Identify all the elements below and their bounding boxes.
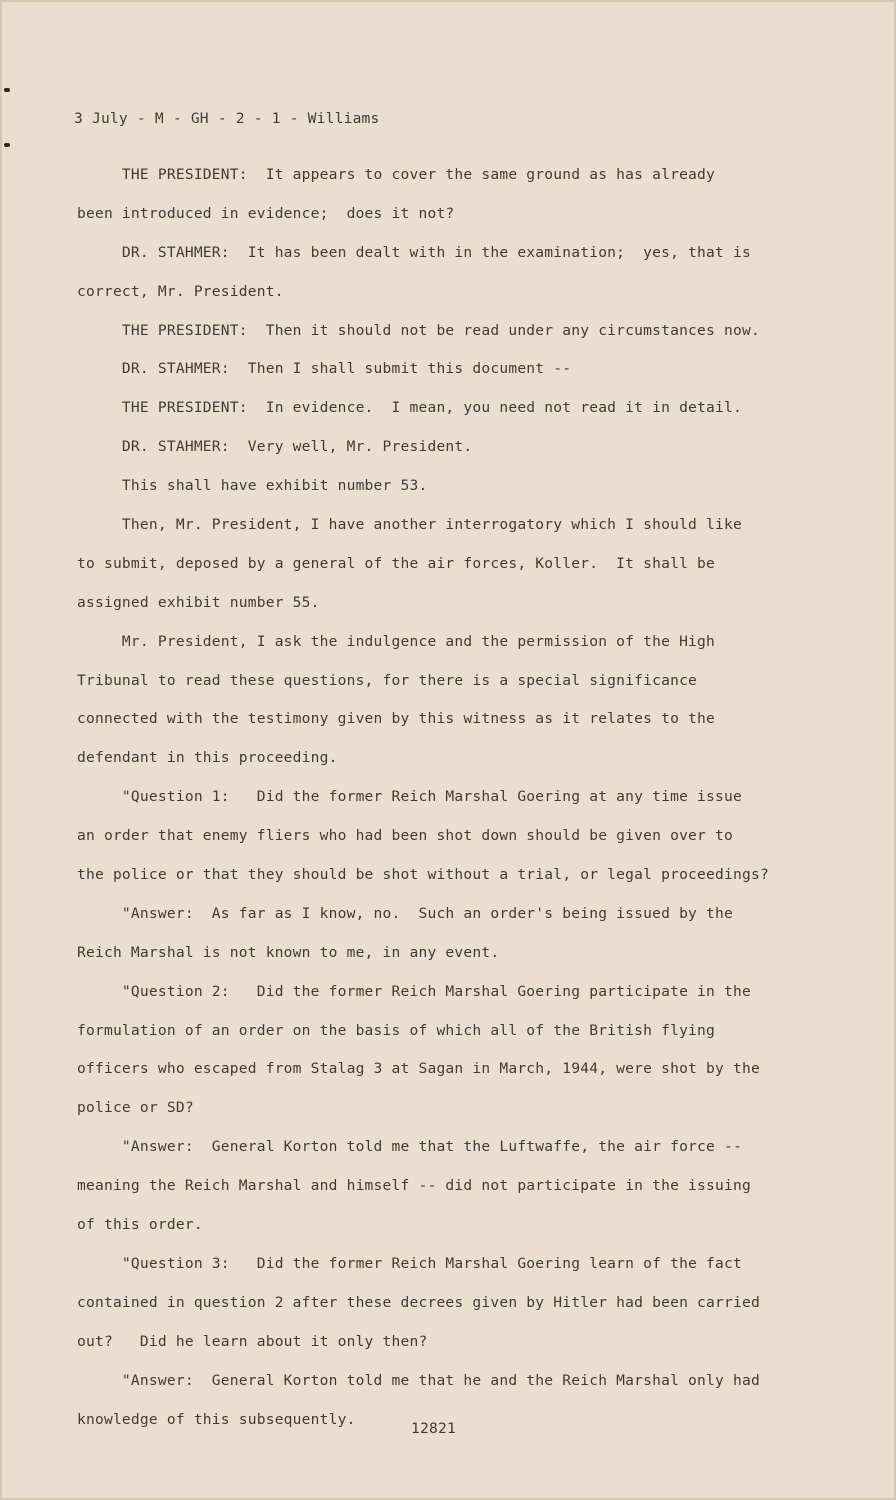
text-line: knowledge of this subsequently. bbox=[77, 1410, 356, 1428]
text-line: "Question 2: Did the former Reich Marshal Goering participate in the bbox=[77, 982, 751, 1000]
text-line: assigned exhibit number 55. bbox=[77, 593, 320, 611]
text-line: "Question 3: Did the former Reich Marshal Goering learn of the fact bbox=[77, 1254, 742, 1272]
text-line: meaning the Reich Marshal and himself -- did not participate in the issuing bbox=[77, 1177, 751, 1195]
text-line: THE PRESIDENT: It appears to cover the same ground as has already bbox=[77, 166, 716, 183]
text-line: the police or that they should be shot without a trial, or legal proceedings? bbox=[77, 866, 769, 884]
text-line: "Answer: General Korton told me that the Luftwaffe, the air force -- bbox=[77, 1138, 742, 1156]
text-line: "Answer: As far as I know, no. Such an order's being issued by the bbox=[77, 904, 733, 922]
page-header: 3 July - M - GH - 2 - 1 - Williams bbox=[74, 110, 380, 127]
text-line: an order that enemy fliers who had been shot down should be given over to bbox=[77, 827, 733, 845]
text-line: of this order. bbox=[77, 1216, 203, 1234]
text-line: police or SD? bbox=[77, 1099, 194, 1117]
text-line: "Answer: General Korton told me that he and the Reich Marshal only had bbox=[77, 1371, 760, 1389]
text-line: Tribunal to read these questions, for there is a special significance bbox=[77, 671, 698, 689]
text-line: correct, Mr. President. bbox=[77, 282, 284, 300]
text-line: Reich Marshal is not known to me, in any event. bbox=[77, 943, 500, 961]
text-line: THE PRESIDENT: In evidence. I mean, you need not read it in detail. bbox=[77, 399, 742, 417]
text-line: THE PRESIDENT: Then it should not be read under any circumstances now. bbox=[77, 321, 760, 339]
text-line: Then, Mr. President, I have another interrogatory which I should like bbox=[77, 516, 742, 534]
text-line: "Question 1: Did the former Reich Marshal Goering at any time issue bbox=[77, 788, 742, 806]
text-line: DR. STAHMER: Very well, Mr. President. bbox=[77, 438, 473, 456]
text-line: contained in question 2 after these decrees given by Hitler had been carried bbox=[77, 1293, 760, 1311]
text-line: DR. STAHMER: Then I shall submit this document -- bbox=[77, 360, 572, 378]
text-line: This shall have exhibit number 53. bbox=[77, 477, 428, 495]
text-line: connected with the testimony given by this witness as it relates to the bbox=[77, 710, 716, 728]
text-line: formulation of an order on the basis of which all of the British flying bbox=[77, 1021, 716, 1039]
punch-mark bbox=[4, 143, 10, 147]
punch-mark bbox=[4, 88, 10, 92]
text-line: out? Did he learn about it only then? bbox=[77, 1332, 428, 1350]
text-line: to submit, deposed by a general of the air forces, Koller. It shall be bbox=[77, 554, 716, 572]
transcript-body bbox=[77, 156, 817, 1439]
page-number: 12821 bbox=[411, 1420, 456, 1437]
text-line: defendant in this proceeding. bbox=[77, 749, 338, 767]
text-line: officers who escaped from Stalag 3 at Sagan in March, 1944, were shot by the bbox=[77, 1060, 760, 1078]
text-line: been introduced in evidence; does it not? bbox=[77, 204, 455, 222]
text-line: DR. STAHMER: It has been dealt with in the examination; yes, that is bbox=[77, 243, 751, 261]
text-line: Mr. President, I ask the indulgence and the permission of the High bbox=[77, 632, 716, 650]
